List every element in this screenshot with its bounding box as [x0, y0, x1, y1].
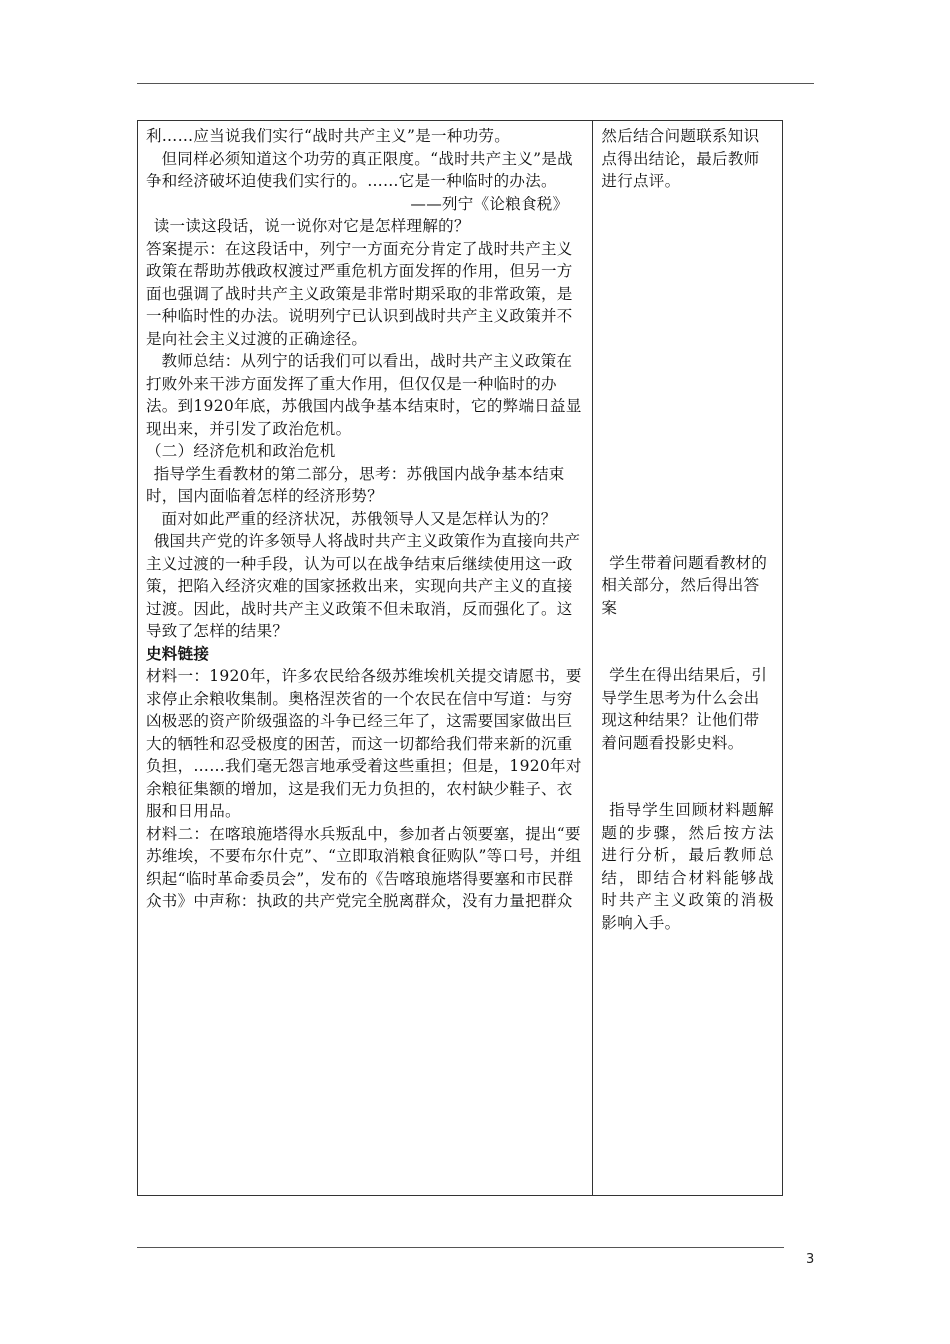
explanation-paragraph: 俄国共产党的许多领导人将战时共产主义政策作为直接向共产主义过渡的一种手段，认为可以在战争结束后继续使用这一政策，把陷入经济灾难的国家拯救出来，实现向共产主义的直接过渡。因此，战时共产主义政策不但未取消，反而强化了。这导致了怎样的结果？: [146, 532, 581, 640]
material-two: 材料二：在喀琅施塔得水兵叛乱中，参加者占领要塞，提出“要苏维埃，不要布尔什克”、“立即取消粮食征购队”等口号，并组织起“临时革命委员会”，发布的《告喀琅施塔得要塞和市民群众书》中声称：执政的共产党完全脱离群众，没有力量把群众: [146, 824, 582, 910]
guidance-question: 指导学生看教材的第二部分，思考：苏俄国内战争基本结束时，国内面临着怎样的经济形势？: [146, 464, 565, 505]
footer-rule: [137, 1247, 784, 1248]
page-number: 3: [806, 1252, 815, 1267]
activity-note-2: 学生带着问题看教材的相关部分，然后得出答案: [601, 553, 768, 617]
answer-hint: 答案提示：在这段话中，列宁一方面充分肯定了战时共产主义政策在帮助苏俄政权渡过严重危机方面发挥的作用，但另一方面也强调了战时共产主义政策是非常时期采取的非常政策，是一种临时性的办法。说明列宁已认识到战时共产主义政策并不是向社会主义过渡的正确途径。: [146, 239, 573, 348]
teaching-content-cell: [138, 121, 593, 1196]
materials-heading: 史料链接: [146, 643, 210, 663]
lesson-table: [137, 120, 783, 1196]
question-text: 读一读这段话，说一说你对它是怎样理解的？: [153, 217, 470, 235]
teacher-summary: 教师总结：从列宁的话我们可以看出，战时共产主义政策在打败外来干涉方面发挥了重大作用，但仅仅是一种临时的办法。到1920年底，苏俄国内战争基本结束时，它的弊端日益显现出来，并引发了政治危机。: [146, 352, 582, 438]
student-activity-cell: [593, 121, 783, 1196]
header-rule: [137, 83, 814, 84]
section-heading: （二）经济危机和政治危机: [146, 442, 336, 460]
activity-note-3: 学生在得出结果后，引导学生思考为什么会出现这种结果？让他们带着问题看投影史料。: [601, 666, 768, 752]
quote-paragraph-2: 但同样必须知道这个功劳的真正限度。“战时共产主义”是战争和经济破坏迫使我们实行的。……它是一种临时的办法。: [146, 149, 573, 190]
material-one: 材料一：1920年，许多农民给各级苏维埃机关提交请愿书，要求停止余粮收集制。奥格涅茨省的一个农民在信中写道：与穷凶极恶的资产阶级强盗的斗争已经三年了，这需要国家做出巨大的牺牲和忍受极度的困苦，而这一切都给我们带来新的沉重负担，……我们毫无怨言地承受着这些重担；但是，1920年对余粮征集额的增加，这是我们无力负担的，农村缺少鞋子、衣服和日用品。: [146, 667, 582, 820]
quote-paragraph-1: 利……应当说我们实行“战时共产主义”是一种功劳。: [146, 127, 511, 145]
quote-source: ——列宁《论粮食税》: [410, 194, 569, 213]
follow-up-question: 面对如此严重的经济状况，苏俄领导人又是怎样认为的？: [161, 509, 557, 528]
activity-note-1: 然后结合问题联系知识点得出结论，最后教师进行点评。: [601, 127, 760, 190]
table-row: [138, 121, 783, 1196]
activity-note-4: 指导学生回顾材料题解题的步骤，然后按方法进行分析，最后教师总结，即结合材料能够战时共产主义政策的消极影响入手。: [601, 801, 774, 932]
